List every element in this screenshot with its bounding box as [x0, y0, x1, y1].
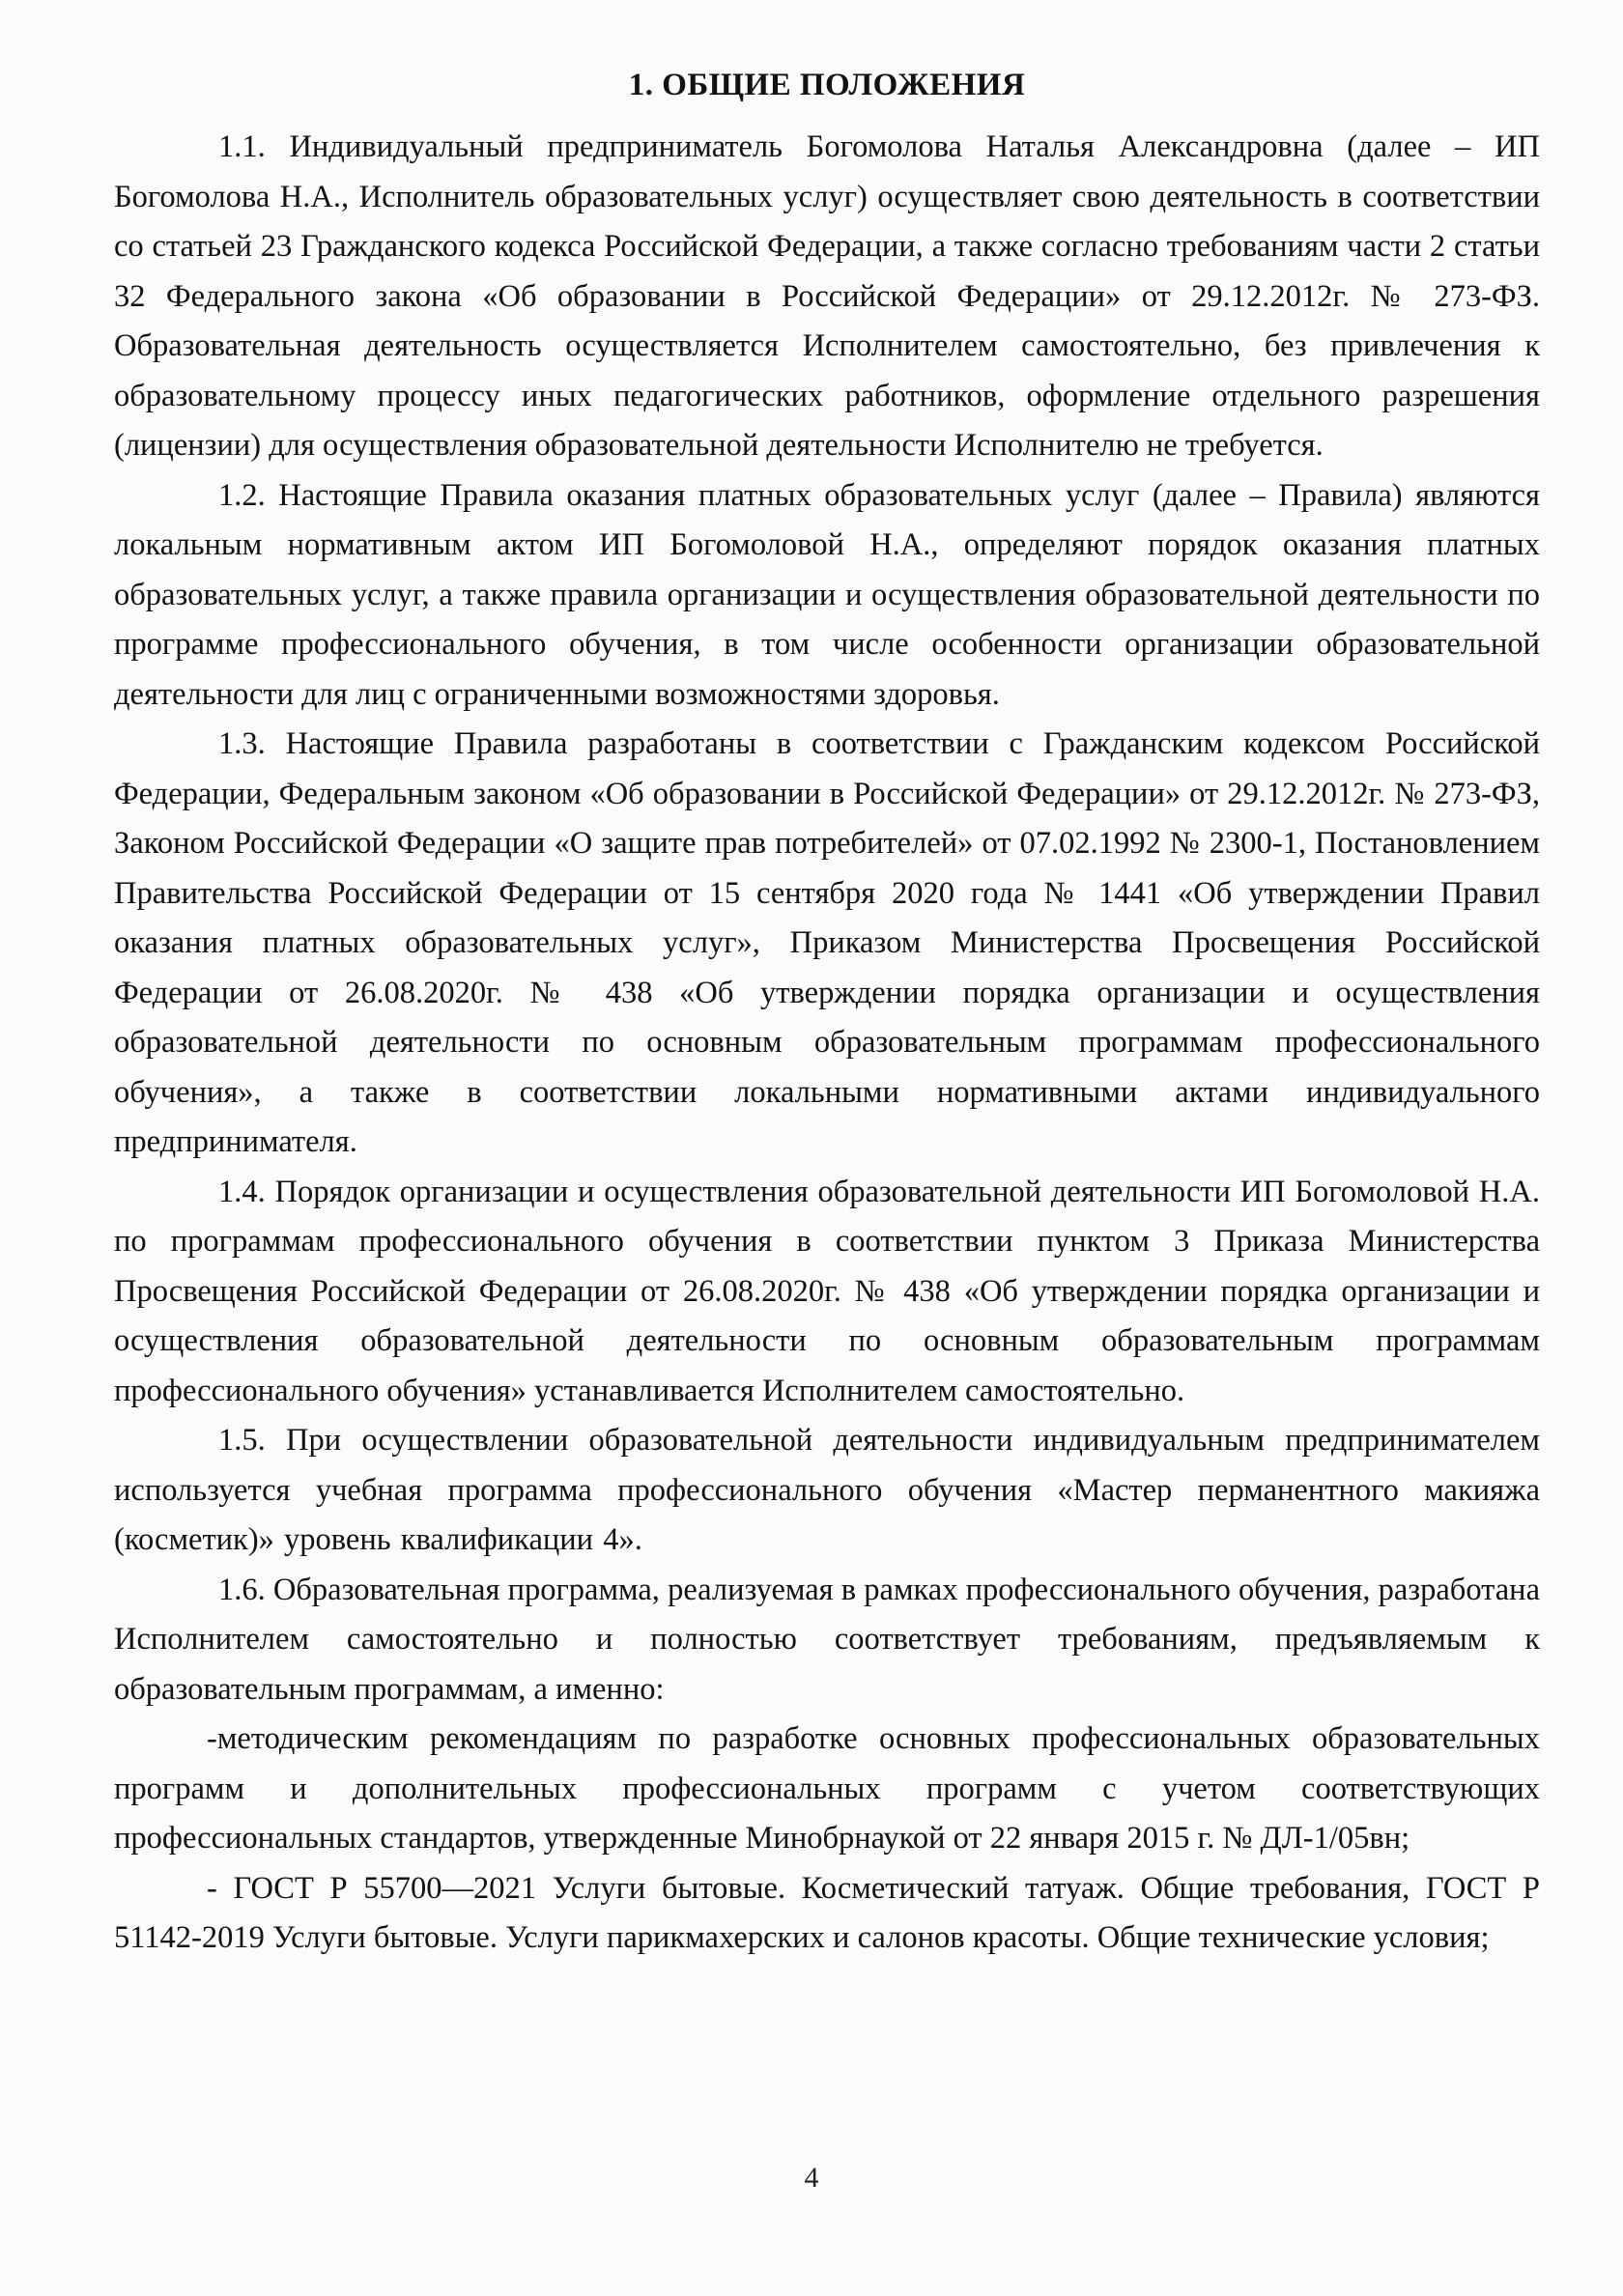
list-item-methodical-recommendations: -методическим рекомендациям по разработке основных профессиональных образовательных программ и дополнительных профессиональных программ с учетом соответствующих профессиональных стандартов, утвержденные Минобрнаукой от 22 января 2015 г. № ДЛ-1/05вн; [114, 1721, 1540, 1856]
paragraph-1-1: 1.1. Индивидуальный предприниматель Богомолова Наталья Александровна (далее – ИП Богомолова Н.А., Исполнитель образовательных услуг) осуществляет свою деятельность в соответствии со статьей 23 Гражданского кодекса Российской Федерации, а также согласно требованиям части 2 статьи 32 Федерального закона «Об образовании в Российской Федерации» от 29.12.2012г. № 273-ФЗ. Образовательная деятельность осуществляется Исполнителем самостоятельно, без привлечения к образовательному процессу иных педагогических работников, оформление отдельного разрешения (лицензии) для осуществления образовательной деятельности Исполнителю не требуется. [114, 129, 1540, 463]
paragraph-1-3: 1.3. Настоящие Правила разработаны в соответствии с Гражданским кодексом Российской Федерации, Федеральным законом «Об образовании в Российской Федерации» от 29.12.2012г. № 273-ФЗ, Законом Российской Федерации «О защите прав потребителей» от 07.02.1992 № 2300-1, Постановлением Правительства Российской Федерации от 15 сентября 2020 года № 1441 «Об утверждении Правил оказания платных образовательных услуг», Приказом Министерства Просвещения Российской Федерации от 26.08.2020г. № 438 «Об утверждении порядка организации и осуществления образовательной деятельности по основным образовательным программам профессионального обучения», а также в соответствии локальными нормативными актами индивидуального предпринимателя. [114, 726, 1540, 1159]
section-heading: 1. ОБЩИЕ ПОЛОЖЕНИЯ [628, 68, 1026, 102]
paragraph-1-5: 1.5. При осуществлении образовательной деятельности индивидуальным предпринимателем используется учебная программа профессионального обучения «Мастер перманентного макияжа (косметик)» уровень квалификации 4». [114, 1423, 1540, 1557]
paragraph-1-2: 1.2. Настоящие Правила оказания платных образовательных услуг (далее – Правила) являются локальным нормативным актом ИП Богомоловой Н.А., определяют порядок оказания платных образовательных услуг, а также правила организации и осуществления образовательной деятельности по программе профессионального обучения, в том числе особенности организации образовательной деятельности для лиц с ограниченными возможностями здоровья. [114, 477, 1540, 712]
paragraph-1-4: 1.4. Порядок организации и осуществления образовательной деятельности ИП Богомоловой Н.А. по программам профессионального обучения в соответствии пунктом 3 Приказа Министерства Просвещения Российской Федерации от 26.08.2020г. № 438 «Об утверждении порядка организации и осуществления образовательной деятельности по основным образовательным программам профессионального обучения» устанавливается Исполнителем самостоятельно. [114, 1174, 1540, 1408]
page-number: 4 [804, 2162, 819, 2194]
list-item-gost-standards: - ГОСТ Р 55700—2021 Услуги бытовые. Косметический татуаж. Общие требования, ГОСТ Р 51142-2019 Услуги бытовые. Услуги парикмахерских и салонов красоты. Общие технические условия; [114, 1870, 1540, 1955]
paragraph-1-6: 1.6. Образовательная программа, реализуемая в рамках профессионального обучения, разработана Исполнителем самостоятельно и полностью соответствует требованиям, предъявляемым к образовательным программам, а именно: [114, 1572, 1540, 1707]
